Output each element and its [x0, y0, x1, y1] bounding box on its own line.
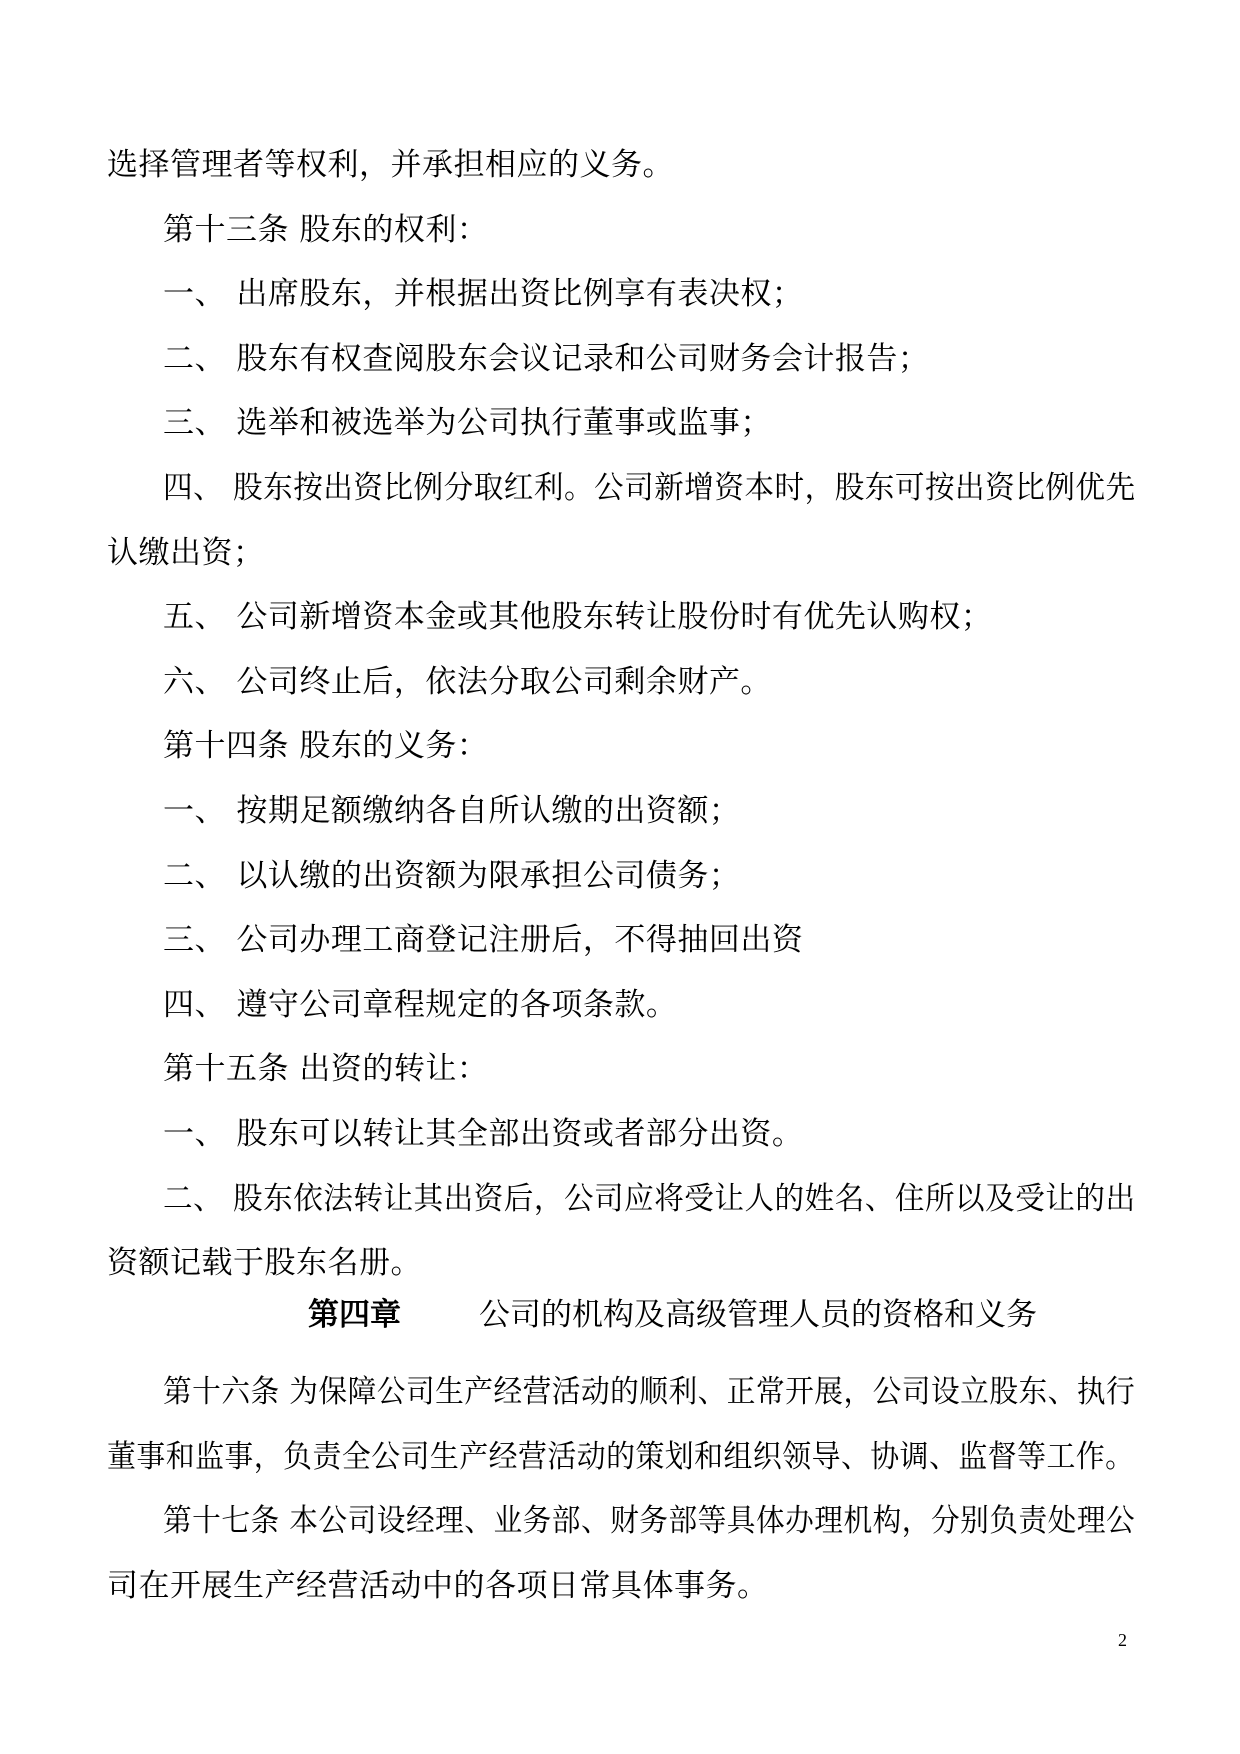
page-number: 2 — [1118, 1630, 1127, 1650]
article-paragraph-continuation: 董事和监事，负责全公司生产经营活动的策划和组织领导、协调、监督等工作。 — [107, 1439, 1135, 1475]
article-paragraph: 第十六条 为保障公司生产经营活动的顺利、正常开展，公司设立股东、执行 — [163, 1374, 1136, 1410]
chapter-number: 第四章 — [308, 1297, 401, 1333]
paragraph-line: 选择管理者等权利，并承担相应的义务。 — [107, 147, 674, 183]
article-paragraph: 第十七条 本公司设经理、业务部、财务部等具体办理机构，分别负责处理公 — [163, 1503, 1136, 1539]
list-item: 四、 股东按出资比例分取红利。公司新增资本时，股东可按出资比例优先 — [163, 470, 1136, 506]
list-item: 三、 公司办理工商登记注册后，不得抽回出资 — [163, 922, 804, 958]
list-item: 六、 公司终止后，依法分取公司剩余财产。 — [163, 664, 772, 700]
chapter-title: 公司的机构及高级管理人员的资格和义务 — [479, 1297, 1037, 1333]
article-heading: 第十五条 出资的转让： — [163, 1051, 489, 1087]
list-item-continuation: 资额记载于股东名册。 — [107, 1245, 422, 1281]
article-heading: 第十四条 股东的义务： — [163, 728, 489, 764]
list-item: 二、 以认缴的出资额为限承担公司债务； — [163, 858, 741, 894]
list-item: 四、 遵守公司章程规定的各项条款。 — [163, 987, 678, 1023]
list-item: 一、 出席股东，并根据出资比例享有表决权； — [163, 276, 804, 312]
list-item-continuation: 认缴出资； — [107, 535, 265, 571]
article-heading: 第十三条 股东的权利： — [163, 212, 489, 248]
list-item: 二、 股东依法转让其出资后，公司应将受让人的姓名、住所以及受让的出 — [163, 1181, 1136, 1217]
list-item: 二、 股东有权查阅股东会议记录和公司财务会计报告； — [163, 341, 930, 377]
list-item: 一、 股东可以转让其全部出资或者部分出资。 — [163, 1116, 804, 1152]
list-item: 三、 选举和被选举为公司执行董事或监事； — [163, 405, 772, 441]
list-item: 五、 公司新增资本金或其他股东转让股份时有优先认购权； — [163, 599, 993, 635]
chapter-heading — [308, 1295, 1037, 1335]
article-paragraph-continuation: 司在开展生产经营活动中的各项日常具体事务。 — [107, 1568, 769, 1604]
list-item: 一、 按期足额缴纳各自所认缴的出资额； — [163, 793, 741, 829]
